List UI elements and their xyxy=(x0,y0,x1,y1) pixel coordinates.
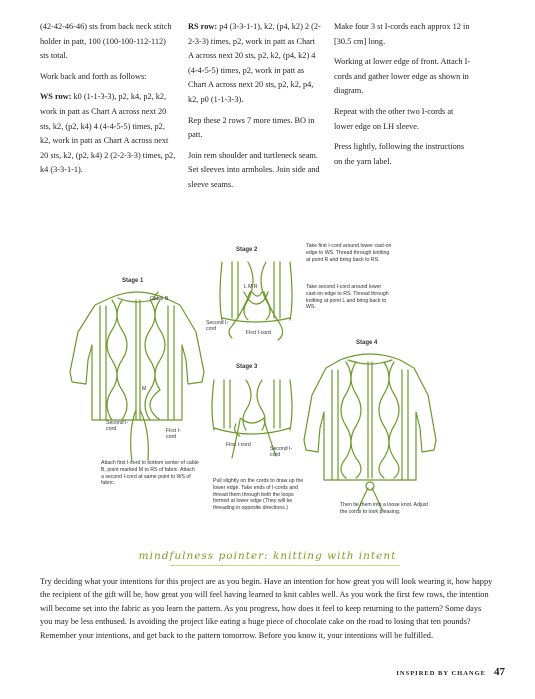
stage1-caption: Attach first I-cord to bottom center of cable B, point marked M to RS of fabric. Attach a second I-cord at same point to WS of fabric. xyxy=(101,460,199,487)
paragraph: Repeat with the other two I-cords at lower edge on LH sleeve. xyxy=(334,106,454,131)
stage3-caption: Pull slightly on the cords to draw up the lower edge. Take ends of I-cords and thread them through both the loops formed at lower edge (They will be threading in opposite directions.) xyxy=(213,478,304,512)
paragraph: (42-42-46-46) sts from back neck stitch holder in patt, 100 (100-100-112-112) sts total. xyxy=(40,22,172,61)
body-paragraph: Try deciding what your intentions for this project are as you begin. Have an intention for how great you will look wearing it, how happy the recipient of the gift will be, how great you will feel having learned to knit cables well. As you work the first few rows, the intention will become set into the fabric as you learn the pattern. As you progress, how does it feel to keep returning to the pattern? Some days you may be less enthused. Is avoiding the project like eating a huge piece of chocolate cake on the road to losing that ten pounds? Remember your intentions, and get back to the pattern tomorrow. Before you know it, your intentions will be fulfilled. xyxy=(40,577,493,640)
stage2-note-1: Take first I-cord around lower cast-on edge to WS. Thread through knitting at point R and bring back to RS. xyxy=(306,243,392,263)
stage3-title: Stage 3 xyxy=(236,364,258,370)
stage4-caption: Then tie them into a loose knot. Adjust the cords to look pleasing. xyxy=(340,502,428,515)
stage4-sweater-drawing xyxy=(304,354,436,510)
section-tagline: mindfulness pointer: knitting with intent xyxy=(138,550,397,562)
paragraph: Join rem shoulder and turtleneck seam. Set sleeves into armholes. Join side and sleeve seams. xyxy=(188,150,320,189)
paragraph: Work back and forth as follows: xyxy=(40,71,147,81)
stage3-first-icord-label: First I-cord xyxy=(226,442,251,448)
page-footer xyxy=(396,662,505,680)
paragraph: Rep these 2 rows 7 more times. BO in patt. xyxy=(188,115,315,140)
paragraph: Working at lower edge of front. Attach I-cords and gather lower edge as shown in diagram. xyxy=(334,57,471,96)
book-title-footer: INSPIRED BY CHANGE xyxy=(396,670,486,677)
stage2-first-icord-label: First I-cord xyxy=(246,330,271,336)
stage4-title: Stage 4 xyxy=(356,340,378,346)
stage1-title: Stage 1 xyxy=(122,278,144,284)
row-text: k0 (1-1-3-3), p2, k4, p2, k2, work in patt as Chart A across next 20 sts, k2, (p2, k4) 4 (4-4-5-5) times, p2, k2, work in patt as Chart A across next 20 sts, k2, (p2, k4) 2 (2-2-3-3) times, p2, k4 (3-3-1-1). xyxy=(40,92,176,175)
stage2-second-icord-label: Second I-cord xyxy=(206,320,229,333)
lmr-points-label: L M R xyxy=(244,284,258,290)
row-label: RS row: xyxy=(188,22,218,31)
point-m-label: M xyxy=(142,386,147,392)
tagline-rule xyxy=(170,565,400,566)
row-label: WS row: xyxy=(40,92,72,102)
stage2-title: Stage 2 xyxy=(236,247,258,253)
stage1-second-icord-label: Second I-cord xyxy=(106,420,129,433)
row-text: p4 (3-3-1-1), k2, (p4, k2) 2 (2-2-3-3) times, p2, work in patt as Chart A across next 20 sts, p2, k2, (p4, k2) 4 (4-4-5-5) times, p2, work in patt as Chart A across next 20 sts, p2, k2, p4, k2, p0 (1-1-3-3). xyxy=(188,22,321,104)
stage3-second-icord-label: Second I-cord xyxy=(270,446,293,459)
paragraph: Make four 3 st I-cords each approx 12 in [30.5 cm] long. xyxy=(334,22,470,46)
stage1-first-icord-label: First I-cord xyxy=(166,428,181,441)
page-number: 47 xyxy=(494,666,505,678)
stage2-note-2: Take second I-cord around lower cast-on edge to RS. Thread through knitting at point L and bring back to WS. xyxy=(306,284,389,311)
paragraph: Press lightly, following the instructions on the yarn label. xyxy=(334,142,465,166)
cable-b-label: Cable B xyxy=(150,296,169,302)
